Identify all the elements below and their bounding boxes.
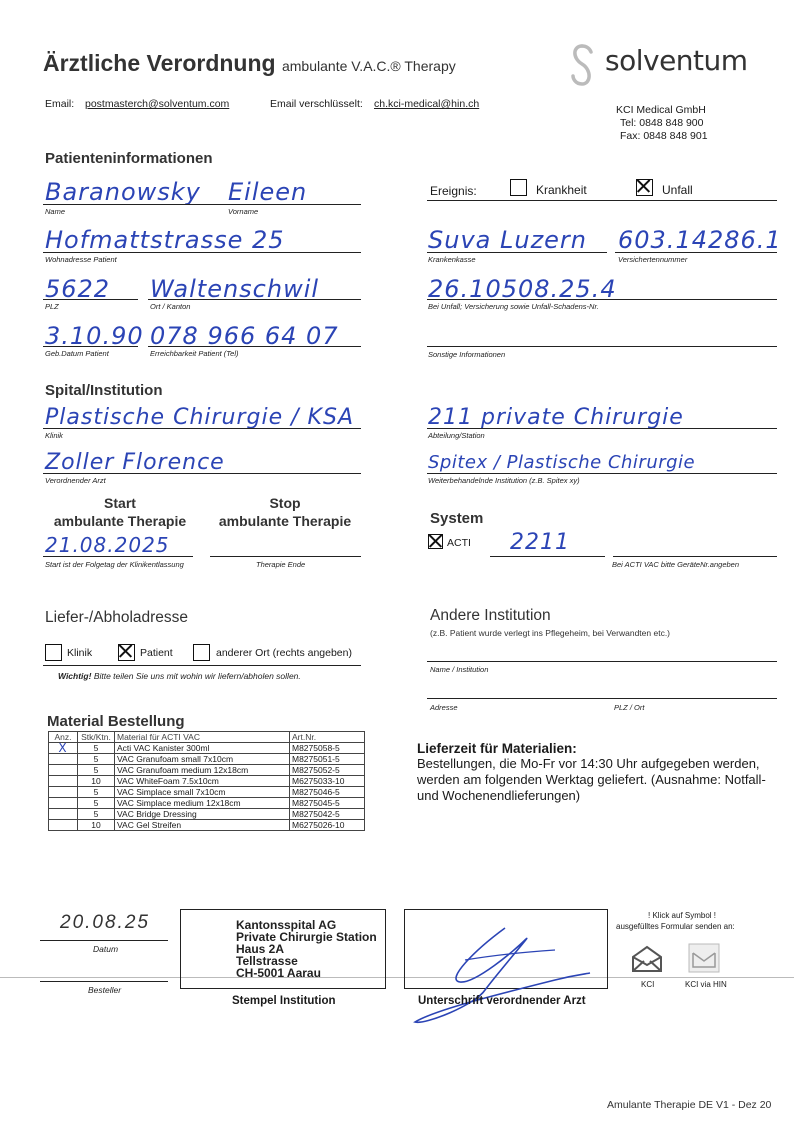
company-name: KCI Medical GmbH bbox=[616, 104, 706, 116]
delivery-other-label: anderer Ort (rechts angeben) bbox=[216, 647, 352, 659]
kci-hin-mail-icon[interactable] bbox=[688, 943, 720, 973]
lieferzeit-title: Lieferzeit für Materialien: bbox=[417, 741, 577, 756]
plz-label: PLZ bbox=[45, 302, 59, 311]
stk-cell: 10 bbox=[78, 776, 115, 787]
accident-label: Bei Unfall; Versicherung sowie Unfall-Schadens-Nr. bbox=[428, 302, 599, 311]
stamp-label: Stempel Institution bbox=[232, 995, 336, 1007]
delivery-klinik-checkbox[interactable] bbox=[45, 644, 62, 661]
email-enc-link[interactable]: ch.kci-medical@hin.ch bbox=[374, 98, 480, 110]
followup-value[interactable]: Spitex / Plastische Chirurgie bbox=[428, 452, 696, 473]
address-label: Wohnadresse Patient bbox=[45, 255, 117, 264]
artnr-cell: M8275042-5 bbox=[290, 809, 365, 820]
other-inst-title: Andere Institution bbox=[430, 607, 551, 624]
acti-label: ACTI bbox=[447, 537, 471, 549]
stk-cell: 5 bbox=[78, 765, 115, 776]
stk-cell: 10 bbox=[78, 820, 115, 831]
artnr-cell: M8275045-5 bbox=[290, 798, 365, 809]
material-cell: VAC Gel Streifen bbox=[115, 820, 290, 831]
artnr-cell: M8275051-5 bbox=[290, 754, 365, 765]
stk-cell: 5 bbox=[78, 754, 115, 765]
qty-cell[interactable] bbox=[49, 798, 78, 809]
table-row bbox=[49, 754, 365, 765]
kci-mail-icon[interactable] bbox=[631, 945, 663, 973]
system-note: Bei ACTI VAC bitte GeräteNr.angeben bbox=[612, 560, 740, 569]
company-tel: Tel: 0848 848 900 bbox=[620, 117, 704, 129]
brand-name: solventum bbox=[605, 44, 748, 77]
acti-checkbox[interactable] bbox=[428, 534, 443, 549]
delivery-klinik-label: Klinik bbox=[67, 647, 93, 659]
unfall-label: Unfall bbox=[662, 183, 693, 197]
stamp-text: Kantonsspital AG Private Chirurgie Station Haus 2A Tellstrasse CH-5001 Aarau bbox=[236, 918, 377, 980]
dept-label: Abteilung/Station bbox=[428, 431, 485, 440]
table-row bbox=[49, 787, 365, 798]
company-fax: Fax: 0848 848 901 bbox=[620, 130, 708, 142]
material-cell: VAC Granufoam medium 12x18cm bbox=[115, 765, 290, 776]
table-row bbox=[49, 820, 365, 831]
qty-cell[interactable] bbox=[49, 787, 78, 798]
insured-no-label: Versichertennummer bbox=[618, 255, 688, 264]
qty-cell[interactable]: X bbox=[49, 743, 78, 754]
lieferzeit-body: Bestellungen, die Mo-Fr vor 14:30 Uhr aufgegeben werden, werden am folgenden Werktag geliefert. (Ausnahme: Notfall- und Wochenendlieferungen) bbox=[417, 756, 766, 803]
table-row bbox=[49, 776, 365, 787]
delivery-patient-label: Patient bbox=[140, 647, 173, 659]
accident-no-value[interactable]: 26.10508.25.4 bbox=[428, 275, 617, 303]
artnr-cell: M8275052-5 bbox=[290, 765, 365, 776]
email-link[interactable]: postmasterch@solventum.com bbox=[85, 98, 230, 110]
ort-label: Ort / Kanton bbox=[150, 302, 191, 311]
qty-cell[interactable] bbox=[49, 754, 78, 765]
doctor-label: Verordnender Arzt bbox=[45, 476, 106, 485]
patient-dob-value[interactable]: 3.10.90 bbox=[45, 322, 144, 350]
qty-cell[interactable] bbox=[49, 765, 78, 776]
system-section-title: System bbox=[430, 510, 484, 527]
material-cell: Acti VAC Kanister 300ml bbox=[115, 743, 290, 754]
table-row bbox=[49, 809, 365, 820]
solventum-logo-icon bbox=[565, 42, 599, 88]
clinic-label: Klinik bbox=[45, 431, 63, 440]
event-label: Ereignis: bbox=[430, 184, 477, 198]
delivery-patient-checkbox[interactable] bbox=[118, 644, 135, 661]
stk-cell: 5 bbox=[78, 787, 115, 798]
patient-vorname-value[interactable]: Eileen bbox=[228, 178, 308, 206]
email-enc-label: Email verschlüsselt: bbox=[270, 98, 363, 110]
email-label: Email: bbox=[45, 98, 75, 110]
form-subtitle: ambulante V.A.C.® Therapy bbox=[281, 58, 456, 74]
dept-value[interactable]: 211 private Chirurgie bbox=[428, 405, 684, 430]
col-stk: Stk/Ktn. bbox=[78, 732, 115, 743]
name-label: Name bbox=[45, 207, 66, 216]
col-anz: Anz. bbox=[49, 732, 78, 743]
device-no-value[interactable]: 2211 bbox=[510, 530, 570, 555]
institution-section-title: Spital/Institution bbox=[45, 382, 163, 399]
table-row bbox=[49, 765, 365, 776]
material-cell: VAC Bridge Dressing bbox=[115, 809, 290, 820]
signature-icon bbox=[405, 910, 595, 1030]
other-inst-sub: (z.B. Patient wurde verlegt ins Pflegeheim, bei Verwandten etc.) bbox=[430, 628, 671, 638]
form-title: Ärztliche Verordnung ambulante V.A.C.® Therapy bbox=[43, 50, 456, 76]
insured-no-value[interactable]: 603.14286.1 bbox=[618, 226, 782, 254]
delivery-section-title: Liefer-/Abholadresse bbox=[45, 609, 189, 626]
other-inst-address-label: Adresse bbox=[430, 703, 458, 712]
krankheit-label: Krankheit bbox=[536, 183, 587, 197]
send-hint-1: ! Klick auf Symbol ! bbox=[648, 911, 717, 920]
artnr-cell: M6275033-10 bbox=[290, 776, 365, 787]
patient-phone-value[interactable]: 078 966 64 07 bbox=[150, 322, 339, 350]
material-cell: VAC Granufoam small 7x10cm bbox=[115, 754, 290, 765]
insurer-value[interactable]: Suva Luzern bbox=[428, 226, 588, 254]
material-section-title: Material Bestellung bbox=[47, 713, 185, 730]
artnr-cell: M8275058-5 bbox=[290, 743, 365, 754]
material-cell: VAC Simplace small 7x10cm bbox=[115, 787, 290, 798]
clinic-value[interactable]: Plastische Chirurgie / KSA bbox=[45, 405, 354, 430]
start-date-value[interactable]: 21.08.2025 bbox=[45, 533, 170, 557]
version-label: Amulante Therapie DE V1 - Dez 20 bbox=[607, 1099, 772, 1111]
qty-cell[interactable] bbox=[49, 820, 78, 831]
other-inst-name-label: Name / Institution bbox=[430, 665, 489, 674]
besteller-label: Besteller bbox=[88, 985, 122, 995]
delivery-note: Wichtig! Bitte teilen Sie uns mit wohin wir liefern/abholen sollen. bbox=[58, 671, 301, 681]
material-table bbox=[48, 731, 365, 831]
unfall-checkbox[interactable] bbox=[636, 179, 653, 196]
patient-section-title: Patienteninformationen bbox=[45, 150, 213, 167]
signature-label: Unterschrift verordnender Arzt bbox=[418, 995, 586, 1007]
kci-label: KCI bbox=[641, 980, 655, 989]
stk-cell: 5 bbox=[78, 743, 115, 754]
patient-ort-value[interactable]: Waltenschwil bbox=[150, 275, 320, 303]
date-label: Datum bbox=[93, 944, 119, 954]
dob-label: Geb.Datum Patient bbox=[45, 349, 109, 358]
material-cell: VAC Simplace medium 12x18cm bbox=[115, 798, 290, 809]
kci-hin-label: KCI via HIN bbox=[685, 980, 727, 989]
followup-label: Weiterbehandelnde Institution (z.B. Spitex xy) bbox=[428, 476, 580, 485]
artnr-cell: M6275026-10 bbox=[290, 820, 365, 831]
other-inst-plz-label: PLZ / Ort bbox=[614, 703, 645, 712]
col-artnr: Art.Nr. bbox=[290, 732, 365, 743]
start-therapy-title: Start ambulante Therapie bbox=[53, 495, 187, 529]
patient-plz-value[interactable]: 5622 bbox=[45, 275, 111, 303]
table-row bbox=[49, 743, 365, 754]
phone-label: Erreichbarkeit Patient (Tel) bbox=[150, 349, 239, 358]
material-cell: VAC WhiteFoam 7.5x10cm bbox=[115, 776, 290, 787]
insurer-label: Krankenkasse bbox=[428, 255, 476, 264]
stop-therapy-title: Stop ambulante Therapie bbox=[218, 495, 352, 529]
qty-cell[interactable] bbox=[49, 809, 78, 820]
vorname-label: Vorname bbox=[228, 207, 259, 216]
patient-address-value[interactable]: Hofmattstrasse 25 bbox=[45, 226, 285, 254]
artnr-cell: M8275046-5 bbox=[290, 787, 365, 798]
patient-name-value[interactable]: Baranowsky bbox=[45, 178, 201, 206]
doctor-value[interactable]: Zoller Florence bbox=[45, 450, 225, 475]
stk-cell: 5 bbox=[78, 798, 115, 809]
stk-cell: 5 bbox=[78, 809, 115, 820]
table-row bbox=[49, 798, 365, 809]
col-material: Material für ACTI VAC bbox=[115, 732, 290, 743]
qty-cell[interactable] bbox=[49, 776, 78, 787]
delivery-other-checkbox[interactable] bbox=[193, 644, 210, 661]
stop-note: Therapie Ende bbox=[256, 560, 306, 569]
start-note: Start ist der Folgetag der Klinikentlassung bbox=[45, 560, 184, 569]
material-header-row bbox=[49, 732, 365, 743]
other-info-label: Sonstige Informationen bbox=[428, 350, 506, 359]
footer-date-value[interactable]: 20.08.25 bbox=[60, 912, 150, 933]
krankheit-checkbox[interactable] bbox=[510, 179, 527, 196]
send-hint-2: ausgefülltes Formular senden an: bbox=[616, 922, 735, 931]
